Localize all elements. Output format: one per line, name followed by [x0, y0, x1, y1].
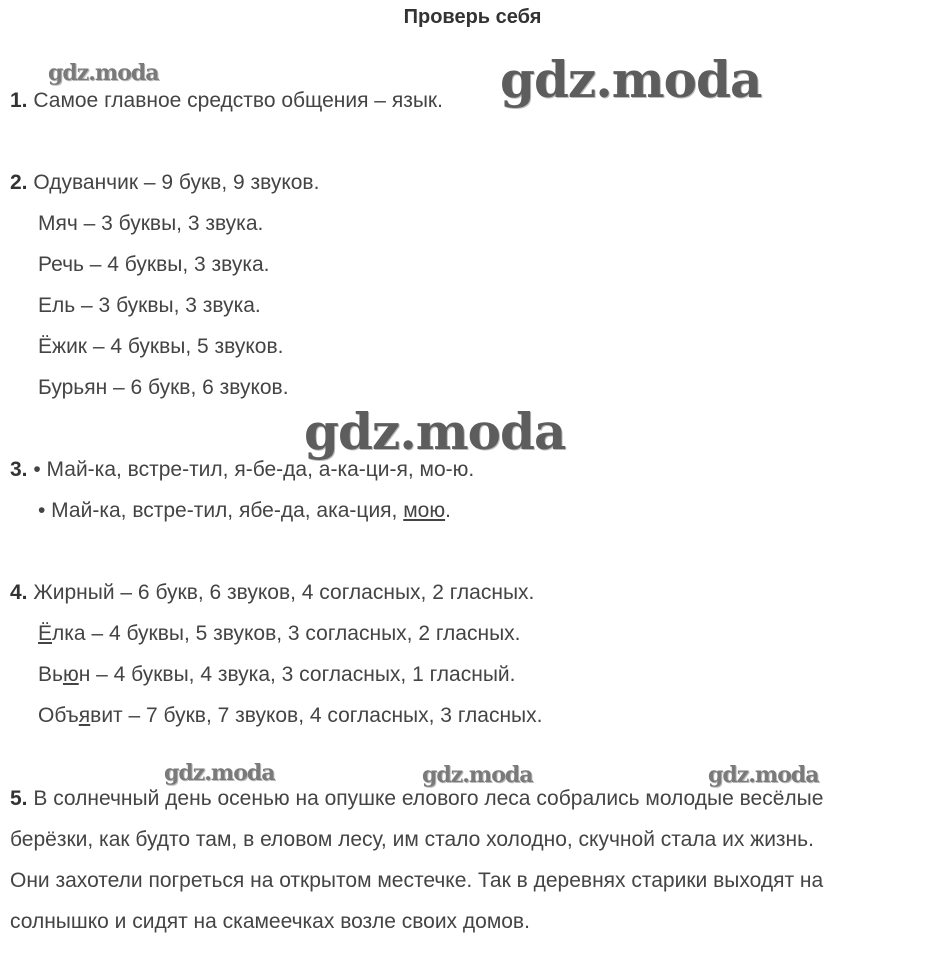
task-number: 5. — [10, 787, 28, 810]
watermark: gdz.moda — [500, 50, 762, 109]
task-3-line — [10, 458, 474, 482]
task-text: Объ — [38, 704, 79, 727]
task-1 — [10, 89, 443, 113]
task-4-line — [38, 663, 516, 687]
task-text: Одуванчик – 9 букв, 9 звуков. — [33, 171, 320, 194]
underlined-letter: ю — [62, 663, 79, 686]
task-text: н – 4 буквы, 4 звука, 3 согласных, 1 гласный. — [78, 663, 516, 686]
task-text: • Май-ка, встре-тил, ябе-да, ака-ция, — [38, 499, 404, 522]
underlined-word: мою — [403, 499, 446, 522]
watermark: gdz.moda — [48, 60, 159, 86]
watermark: gdz.moda — [708, 762, 819, 788]
task-text: вит – 7 букв, 7 звуков, 4 согласных, 3 гласных. — [90, 704, 543, 727]
watermark: gdz.moda — [422, 762, 533, 788]
task-5-line: берёзки, как будто там, в еловом лесу, им стало холодно, скучной стала их жизнь. — [10, 828, 814, 851]
task-2-line: Ель – 3 буквы, 3 звука. — [38, 294, 261, 317]
underlined-letter: я — [78, 704, 91, 727]
task-5-line: Они захотели погреться на открытом местечке. Так в деревнях старики выходят на — [10, 869, 824, 892]
task-number: 2. — [10, 171, 28, 194]
task-text: . — [445, 499, 451, 522]
task-2-line: Бурьян – 6 букв, 6 звуков. — [38, 376, 289, 399]
task-4-line — [38, 704, 542, 728]
underlined-letter: Ё — [38, 622, 53, 645]
task-2-line: Мяч – 3 буквы, 3 звука. — [38, 212, 264, 235]
task-text: лка – 4 буквы, 5 звуков, 3 согласных, 2 гласных. — [52, 622, 521, 645]
task-text: Самое главное средство общения – язык. — [33, 89, 443, 112]
task-text: Вь — [38, 663, 63, 686]
page-title: Проверь себя — [403, 6, 542, 28]
task-3-line — [38, 499, 451, 523]
task-5-line: солнышко и сидят на скамеечках возле своих домов. — [10, 910, 530, 933]
task-4-line — [38, 622, 521, 646]
task-text: • Май-ка, встре-тил, я-бе-да, а-ка-ци-я, мо-ю. — [33, 458, 475, 481]
task-2-line: Ёжик – 4 буквы, 5 звуков. — [38, 335, 284, 358]
watermark: gdz.moda — [164, 760, 275, 786]
task-number: 4. — [10, 581, 28, 604]
task-text: В солнечный день осенью на опушке елового леса собрались молодые весёлые — [33, 787, 824, 810]
task-4-line — [10, 581, 534, 605]
task-text: Жирный – 6 букв, 6 звуков, 4 согласных, 2 гласных. — [33, 581, 535, 604]
task-2-line — [10, 171, 319, 195]
task-number: 1. — [10, 89, 28, 112]
task-number: 3. — [10, 458, 28, 481]
watermark: gdz.moda — [304, 402, 566, 461]
task-5-line — [10, 787, 938, 811]
task-2-line: Речь – 4 буквы, 3 звука. — [38, 253, 270, 276]
